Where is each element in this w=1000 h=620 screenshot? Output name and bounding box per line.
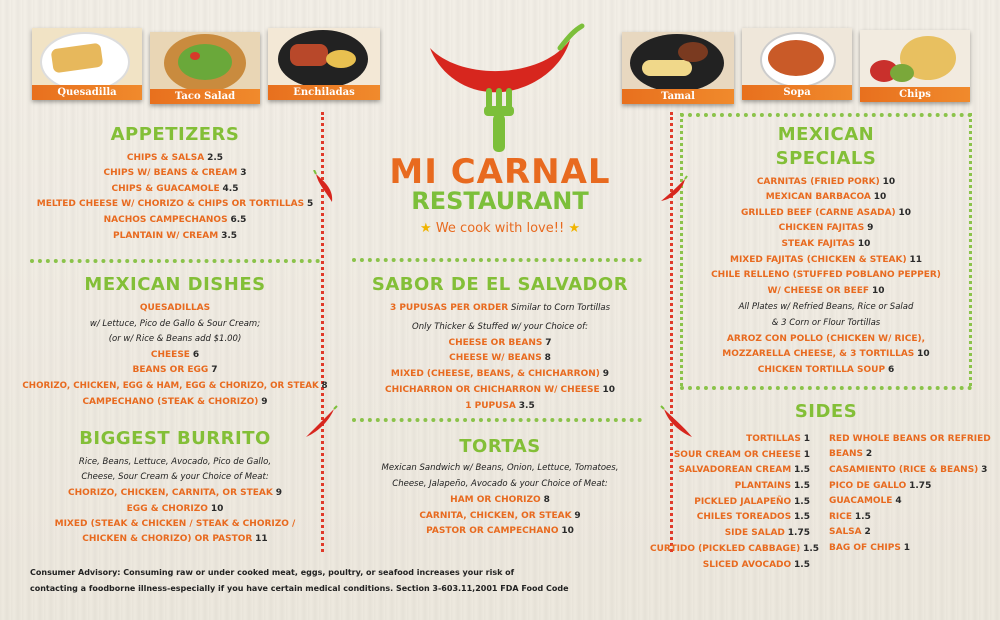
dish-note: w/ Lettuce, Pico de Gallo & Sour Cream; (89, 319, 261, 329)
item-name: MIXED (STEAK & CHICKEN / STEAK & CHORIZO / (54, 519, 296, 529)
photo-caption: Taco Salad (150, 89, 260, 104)
item-name: CHICHARRON OR CHICHARRON W/ CHEESE (384, 385, 600, 395)
divider-green (680, 386, 972, 390)
burrito-note: Rice, Beans, Lettuce, Avocado, Pico de Gallo, (78, 457, 272, 467)
item-name: CHEESE (150, 350, 190, 360)
item-price: 6.5 (230, 215, 247, 225)
item-name: CHILE RELLENO (STUFFED POBLANO PEPPER) (711, 270, 941, 280)
photo-chips (860, 30, 970, 102)
section-title-sides: SIDES (794, 401, 858, 422)
list-item (20, 380, 330, 392)
list-item (30, 198, 320, 210)
list-item (684, 254, 968, 266)
item-price: 1.5 (794, 481, 810, 491)
list-item (660, 464, 810, 476)
pupusas-heading (350, 302, 650, 314)
item-name: CHILES TOREADOS (696, 512, 792, 522)
chili-fork-logo-icon (420, 20, 590, 155)
item-price: 4.5 (222, 184, 239, 194)
item-price: 8 (321, 381, 328, 391)
divider-green (30, 259, 320, 263)
star-icon: ★ (420, 221, 432, 236)
item-name: BEANS (829, 449, 863, 459)
item-name: MEXICAN BARBACOA (765, 192, 871, 202)
item-name: MELTED CHEESE W/ CHORIZO & CHIPS OR TORTILLAS (36, 199, 305, 209)
item-name: SLICED AVOCADO (702, 560, 792, 570)
item-name: BAG OF CHIPS (829, 543, 901, 553)
item-name: NACHOS CAMPECHANOS (103, 215, 228, 225)
section-title-burrito: BIGGEST BURRITO (79, 428, 271, 449)
item-name: W/ CHEESE OR BEEF (767, 286, 870, 296)
item-price: 9 (275, 488, 282, 498)
item-price: 7 (211, 365, 218, 375)
list-item (30, 349, 320, 361)
item-price: 2 (865, 449, 873, 459)
photo-caption: Sopa (742, 85, 852, 100)
item-name: TORTILLAS (746, 434, 801, 444)
tagline (360, 221, 640, 236)
list-item (30, 364, 320, 376)
item-price: 10 (857, 239, 871, 249)
item-price: 2 (864, 527, 871, 537)
list-item (660, 527, 810, 539)
list-item (684, 222, 968, 234)
list-item (30, 396, 320, 408)
item-price: 3.5 (221, 231, 238, 241)
item-name: EGG & CHORIZO (126, 504, 208, 514)
consumer-advisory: contacting a foodborne illness-especially if you have certain medical conditions. Section 3-603.11,2001 FDA Food Code (30, 584, 569, 593)
item-price: 7 (545, 338, 552, 348)
brand-subtitle: RESTAURANT (411, 187, 589, 215)
list-item (660, 559, 810, 571)
item-price: 1.5 (794, 512, 810, 522)
photo-caption: Tamal (622, 89, 734, 104)
list-item (350, 384, 650, 396)
item-price: 5 (306, 199, 314, 209)
section-title-mexican-dishes: MEXICAN DISHES (84, 274, 266, 295)
list-item (30, 167, 320, 179)
photo-tamal (622, 32, 734, 104)
photo-sopa (742, 28, 852, 100)
list-item (350, 400, 650, 412)
item-name: CHORIZO, CHICKEN, EGG & HAM, EGG & CHORIZO, OR STEAK (22, 381, 319, 391)
divider-green (680, 113, 972, 117)
item-name: CASAMIENTO (RICE & BEANS) (829, 465, 979, 475)
item-price: 10 (873, 192, 887, 202)
item-price: 10 (917, 349, 930, 359)
item-name: RICE (829, 512, 853, 522)
dish-note: (or w/ Rice & Beans add $1.00) (108, 334, 242, 344)
item-price: 11 (909, 255, 922, 265)
item-price: 8 (544, 353, 551, 363)
item-name: 3 PUPUSAS PER ORDER (389, 303, 509, 313)
item-price: 9 (867, 223, 874, 233)
item-price: 11 (255, 534, 268, 544)
item-price: 1.5 (794, 465, 810, 475)
list-item (30, 533, 320, 545)
item-name: SOUR CREAM OR CHEESE (673, 450, 801, 460)
item-price: 1.5 (794, 497, 810, 507)
item-name: PLANTAINS (734, 481, 792, 491)
item-name: GRILLED BEEF (CARNE ASADA) (740, 208, 896, 218)
tortas-note: Cheese, Jalapeño, Avocado & your Choice of Meat: (392, 479, 608, 489)
item-price: 10 (210, 504, 224, 514)
item-price: 1.5 (794, 560, 810, 570)
list-item (350, 494, 650, 506)
list-item (829, 448, 979, 460)
item-price: 10 (898, 208, 912, 218)
section-title-specials-1: MEXICAN (777, 124, 875, 145)
star-icon: ★ (568, 221, 580, 236)
item-name: CHICKEN FAJITAS (778, 223, 865, 233)
specials-note: All Plates w/ Refried Beans, Rice or Salad (738, 302, 914, 312)
photo-caption: Quesadilla (32, 85, 142, 100)
item-name: CURTIDO (PICKLED CABBAGE) (650, 544, 801, 554)
list-item (350, 352, 650, 364)
item-name: HAM OR CHORIZO (450, 495, 541, 505)
list-item (684, 238, 968, 250)
list-item (350, 337, 650, 349)
item-name: CHEESE OR BEANS (448, 338, 543, 348)
list-item (829, 526, 979, 538)
list-item (684, 207, 968, 219)
item-price: 6 (192, 350, 200, 360)
item-price: 10 (561, 526, 574, 536)
list-item (829, 511, 979, 523)
item-price: 3.5 (518, 401, 535, 411)
section-title-appetizers: APPETIZERS (110, 124, 240, 145)
item-name: 1 PUPUSA (465, 401, 516, 411)
list-item (30, 518, 320, 530)
list-item (350, 368, 650, 380)
photo-enchiladas (268, 28, 380, 100)
tortas-note: Mexican Sandwich w/ Beans, Onion, Lettuce, Tomatoes, (381, 463, 619, 473)
list-item (684, 364, 968, 376)
list-item (350, 525, 650, 537)
item-name: PASTOR OR CAMPECHANO (426, 526, 559, 536)
list-item (660, 433, 810, 445)
item-name: CHORIZO, CHICKEN, CARNITA, OR STEAK (68, 488, 273, 498)
item-price: 1.75 (909, 481, 932, 491)
item-name: SIDE SALAD (724, 528, 785, 538)
item-name: MIXED (CHEESE, BEANS, & CHICHARRON) (390, 369, 600, 379)
list-item (30, 183, 320, 195)
photo-quesadilla (32, 28, 142, 100)
consumer-advisory: Consumer Advisory: Consuming raw or under cooked meat, eggs, poultry, or seafood increases your risk of (30, 568, 515, 577)
burrito-note: Cheese, Sour Cream & your Choice of Meat: (81, 472, 269, 482)
list-item (829, 495, 979, 507)
item-name: CHIPS & SALSA (126, 153, 205, 163)
divider-green (352, 258, 642, 262)
item-name: CARNITA, CHICKEN, OR STEAK (419, 511, 572, 521)
item-name: CHICKEN TORTILLA SOUP (757, 365, 886, 375)
item-name: CHEESE W/ BEANS (449, 353, 542, 363)
item-price: 6 (887, 365, 895, 375)
section-title-specials-2: SPECIALS (775, 148, 877, 169)
item-name: CHIPS W/ BEANS & CREAM (103, 168, 238, 178)
list-item (350, 510, 650, 522)
item-name: CARNITAS (FRIED PORK) (756, 177, 880, 187)
list-item (684, 176, 968, 188)
item-name: SALSA (829, 527, 862, 537)
quesadillas-heading: QUESADILLAS (139, 303, 211, 313)
photo-caption: Enchiladas (268, 85, 380, 100)
list-item (684, 285, 968, 297)
divider-green-vertical (969, 113, 972, 386)
item-price: 10 (602, 385, 616, 395)
list-item (660, 511, 810, 523)
item-price: 8 (543, 495, 550, 505)
photo-caption: Chips (860, 87, 970, 102)
item-price: 3 (240, 168, 247, 178)
item-price: 1 (803, 450, 810, 460)
list-item (829, 542, 979, 554)
list-item (829, 464, 989, 476)
list-item (30, 152, 320, 164)
list-item (684, 333, 968, 345)
list-item (650, 543, 820, 555)
item-price: 2.5 (207, 153, 224, 163)
item-price: 9 (261, 397, 268, 407)
item-name: GUACAMOLE (829, 496, 893, 506)
section-title-salvador: SABOR DE EL SALVADOR (371, 274, 629, 295)
list-item (30, 230, 320, 242)
list-item (30, 487, 320, 499)
list-item (684, 269, 968, 281)
item-price: 9 (602, 369, 610, 379)
item-note: Similar to Corn Tortillas (511, 303, 611, 313)
item-name: SALVADOREAN CREAM (678, 465, 792, 475)
item-name: BEANS OR EGG (132, 365, 209, 375)
item-name: CAMPECHANO (STEAK & CHORIZO) (82, 397, 259, 407)
list-item (30, 214, 320, 226)
item-price: 10 (882, 177, 896, 187)
item-price: 1 (903, 543, 910, 553)
list-item (684, 348, 968, 360)
item-price: 1.5 (854, 512, 871, 522)
item-price: 4 (895, 496, 902, 506)
item-price: 1 (803, 434, 810, 444)
divider-green (352, 418, 642, 422)
item-price: 3 (981, 465, 988, 475)
item-name: RED WHOLE BEANS OR REFRIED (829, 434, 991, 444)
list-item (829, 433, 991, 445)
tagline-text: We cook with love!! (435, 221, 565, 236)
specials-note: & 3 Corn or Flour Tortillas (771, 318, 881, 328)
item-name: CHIPS & GUACAMOLE (111, 184, 220, 194)
list-item (30, 503, 320, 515)
brand-name: MI CARNAL (389, 152, 611, 192)
item-name: MOZZARELLA CHEESE, & 3 TORTILLAS (722, 349, 915, 359)
section-title-tortas: TORTAS (459, 436, 541, 457)
item-name: PLANTAIN W/ CREAM (112, 231, 219, 241)
item-name: ARROZ CON POLLO (CHICKEN W/ RICE), (726, 334, 926, 344)
list-item (660, 449, 810, 461)
list-item (684, 191, 968, 203)
item-price: 10 (871, 286, 885, 296)
salvador-note: Only Thicker & Stuffed w/ your Choice of: (412, 322, 588, 332)
list-item (660, 496, 810, 508)
photo-taco-salad (150, 32, 260, 104)
list-item (660, 480, 810, 492)
item-name: MIXED FAJITAS (CHICKEN & STEAK) (730, 255, 907, 265)
divider-green-vertical (680, 113, 683, 386)
item-name: STEAK FAJITAS (781, 239, 856, 249)
list-item (829, 480, 979, 492)
item-price: 1.75 (787, 528, 810, 538)
item-name: CHICKEN & CHORIZO) OR PASTOR (82, 534, 253, 544)
item-name: PICKLED JALAPEÑO (694, 497, 792, 507)
item-price: 1.5 (803, 544, 820, 554)
item-price: 9 (574, 511, 581, 521)
item-name: PICO DE GALLO (829, 481, 907, 491)
